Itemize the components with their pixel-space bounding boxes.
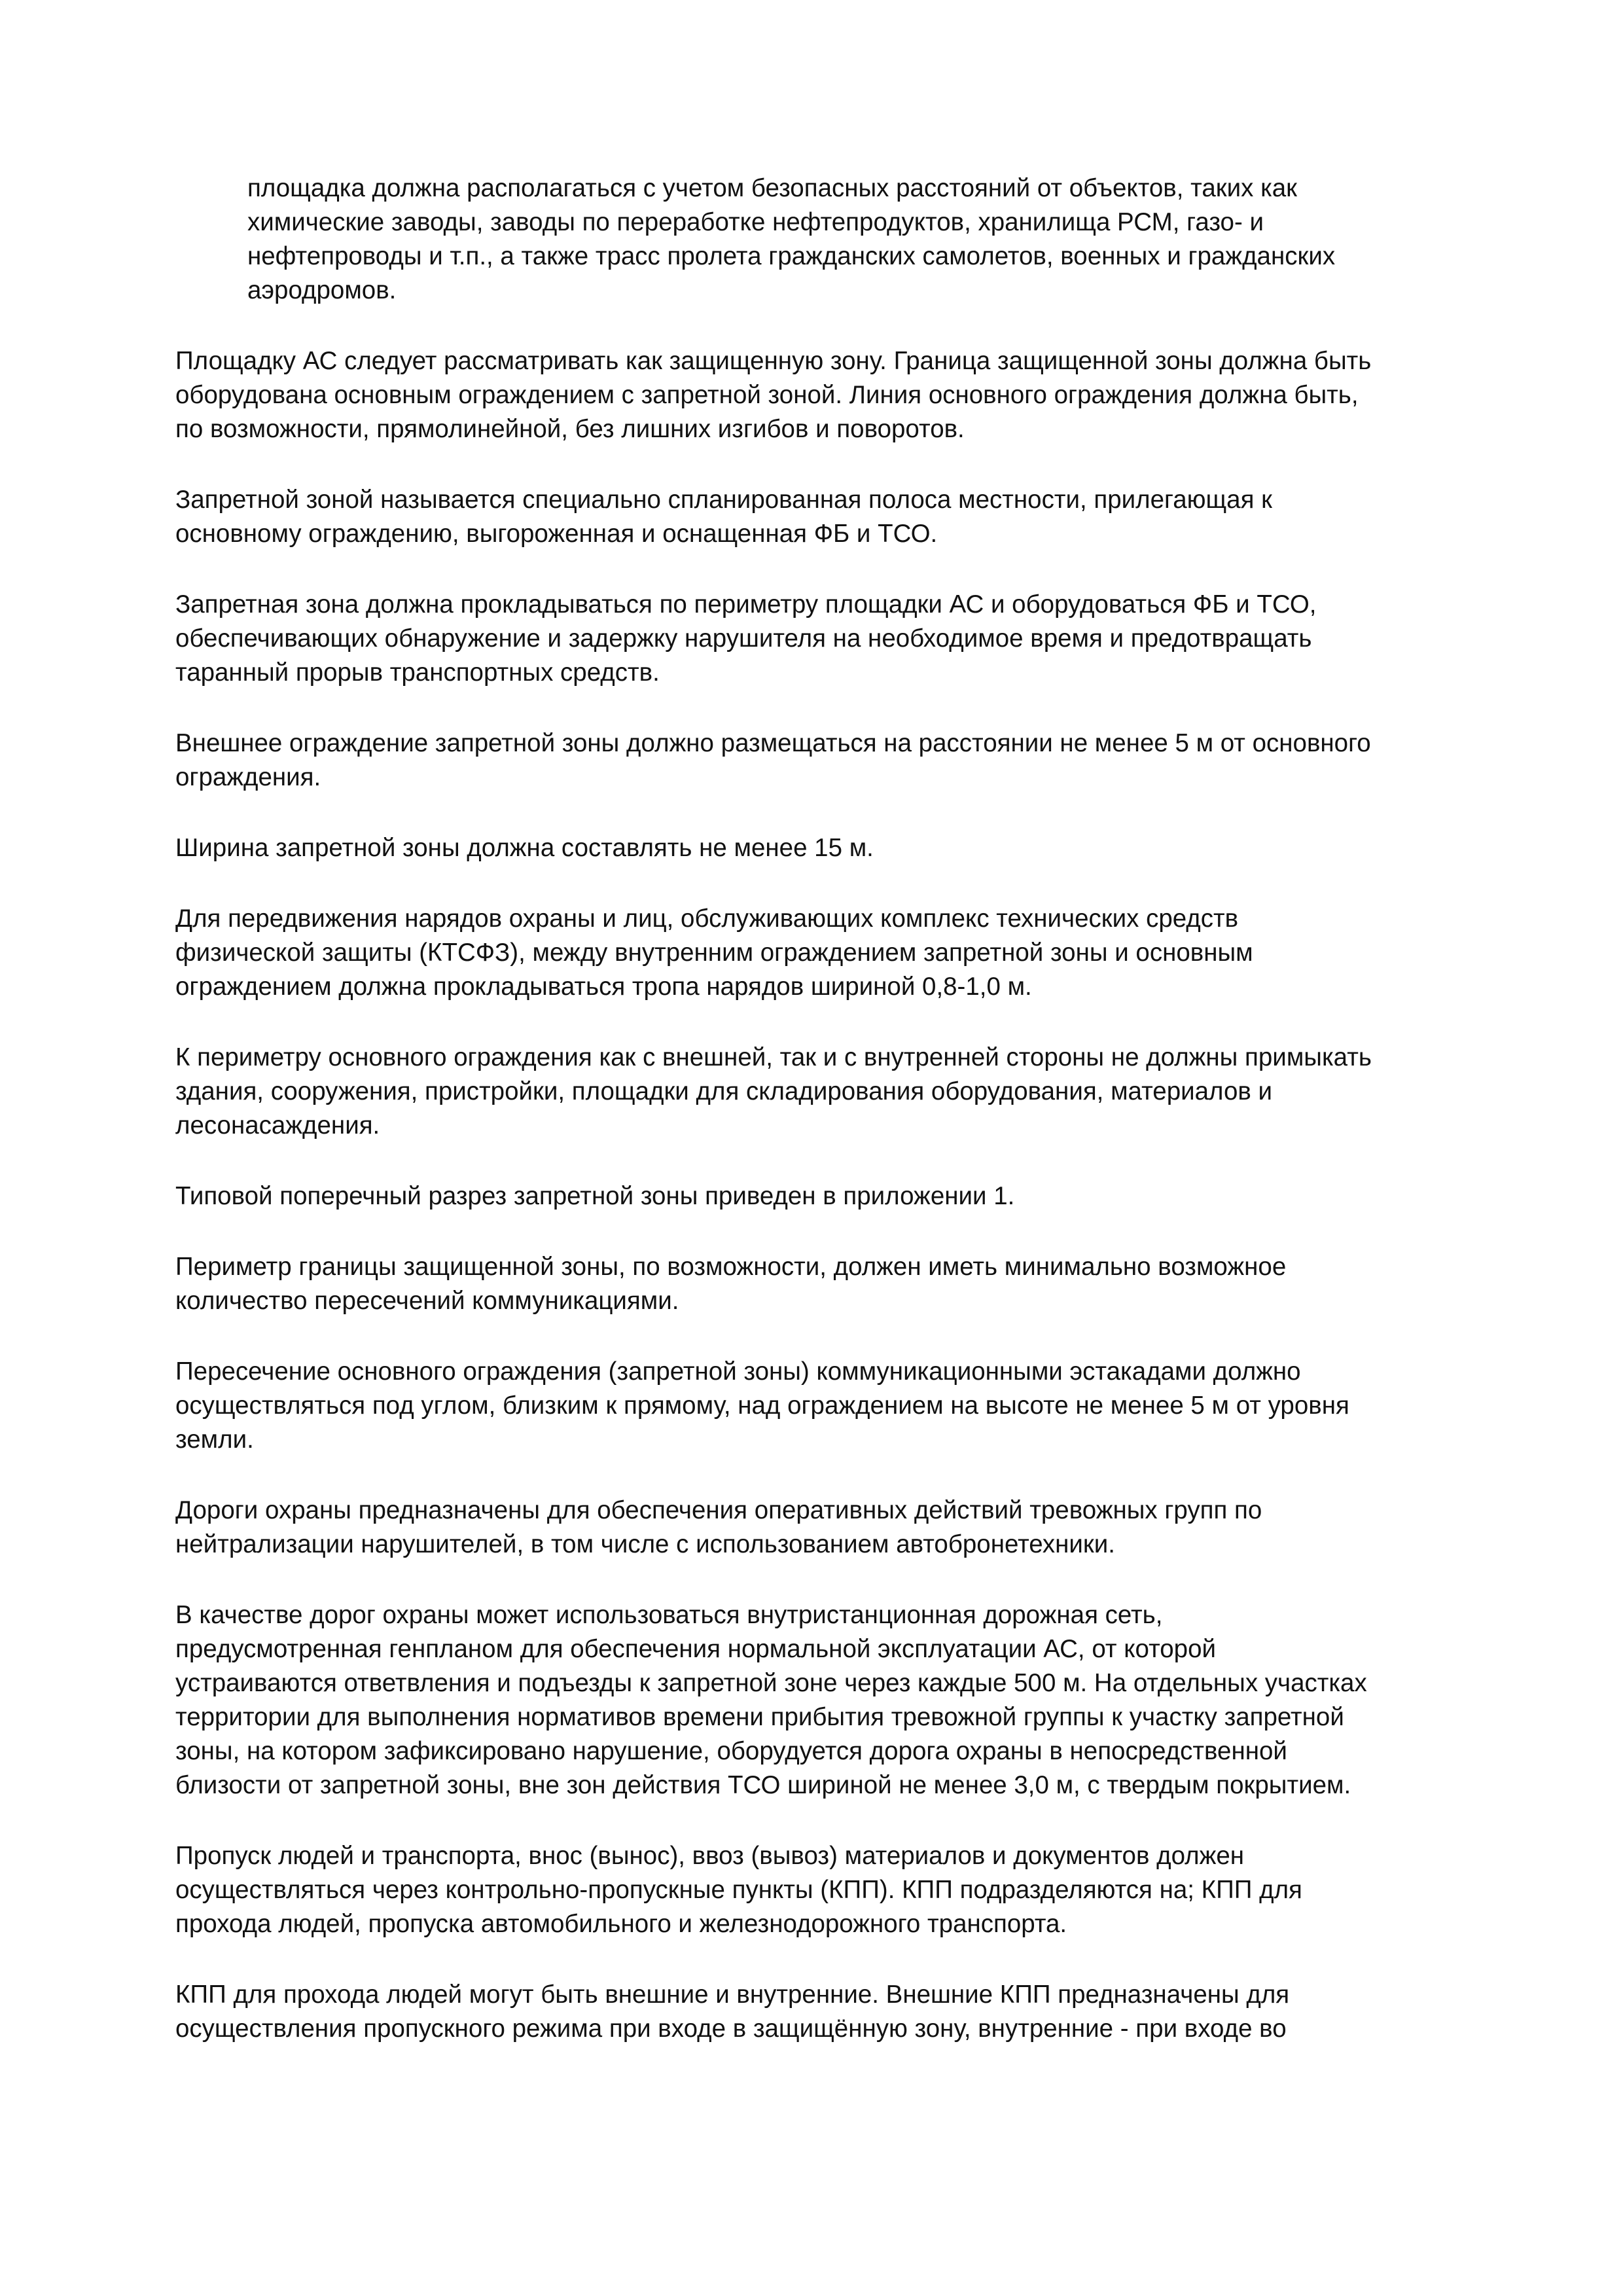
text-line: Периметр границы защищенной зоны, по возможности, должен иметь минимально возможное <box>175 1253 1287 1281</box>
text-line: Пропуск людей и транспорта, внос (вынос), ввоз (вывоз) материалов и документов должен <box>175 1842 1245 1870</box>
paragraph <box>175 1839 1458 1941</box>
text-line: нефтепроводы и т.п., а также трасс пролета гражданских самолетов, военных и гражданских <box>247 242 1336 270</box>
text-line: аэродромов. <box>247 276 397 304</box>
paragraph <box>175 483 1458 551</box>
document-page <box>175 171 1458 2083</box>
text-line: устраиваются ответвления и подъезды к запретной зоне через каждые 500 м. На отдельных участках <box>175 1669 1367 1697</box>
text-line: предусмотренная генпланом для обеспечения нормальной эксплуатации АС, от которой <box>175 1635 1217 1663</box>
paragraph <box>175 588 1458 690</box>
paragraph <box>175 344 1458 446</box>
text-line: нейтрализации нарушителей, в том числе с использованием автобронетехники. <box>175 1530 1115 1558</box>
text-line: Пересечение основного ограждения (запретной зоны) коммуникационными эстакадами должно <box>175 1357 1301 1386</box>
text-line: Для передвижения нарядов охраны и лиц, обслуживающих комплекс технических средств <box>175 905 1239 933</box>
text-line: Внешнее ограждение запретной зоны должно размещаться на расстоянии не менее 5 м от основного <box>175 729 1371 757</box>
paragraph <box>175 1598 1458 1803</box>
paragraph <box>175 1041 1458 1143</box>
paragraph <box>175 1978 1458 2046</box>
paragraph <box>175 902 1458 1004</box>
text-line: здания, сооружения, пристройки, площадки для складирования оборудования, материалов и <box>175 1077 1273 1105</box>
text-line: Типовой поперечный разрез запретной зоны приведен в приложении 1. <box>175 1182 1015 1210</box>
text-line: Площадку АС следует рассматривать как защищенную зону. Граница защищенной зоны должна быть <box>175 347 1372 375</box>
text-line: химические заводы, заводы по переработке нефтепродуктов, хранилища РСМ, газо- и <box>247 208 1264 236</box>
text-line: близости от запретной зоны, вне зон действия ТСО шириной не менее 3,0 м, с твердым покрытием. <box>175 1771 1351 1799</box>
text-line: количество пересечений коммуникациями. <box>175 1287 679 1315</box>
paragraph <box>175 831 1458 865</box>
text-line: физической защиты (КТСФЗ), между внутренним ограждением запретной зоны и основным <box>175 939 1253 967</box>
paragraph <box>175 1355 1458 1457</box>
text-line: осуществляться через контрольно-пропускные пункты (КПП). КПП подразделяются на; КПП для <box>175 1876 1302 1904</box>
text-line: территории для выполнения нормативов времени прибытия тревожной группы к участку запретной <box>175 1703 1344 1731</box>
text-line: КПП для прохода людей могут быть внешние и внутренние. Внешние КПП предназначены для <box>175 1981 1290 2009</box>
text-line: по возможности, прямолинейной, без лишних изгибов и поворотов. <box>175 415 965 443</box>
text-line: осуществляться под углом, близким к прямому, над ограждением на высоте не менее 5 м от уровня <box>175 1391 1349 1420</box>
text-line: основному ограждению, выгороженная и оснащенная ФБ и ТСО. <box>175 520 938 548</box>
paragraph <box>175 171 1458 308</box>
text-line: обеспечивающих обнаружение и задержку нарушителя на необходимое время и предотвращать <box>175 624 1312 653</box>
paragraph <box>175 1250 1458 1318</box>
text-line: ограждением должна прокладываться тропа нарядов шириной 0,8-1,0 м. <box>175 973 1032 1001</box>
text-line: таранный прорыв транспортных средств. <box>175 658 660 687</box>
text-line: осуществления пропускного режима при входе в защищённую зону, внутренние - при входе во <box>175 2015 1287 2043</box>
text-line: лесонасаждения. <box>175 1111 380 1139</box>
text-line: прохода людей, пропуска автомобильного и железнодорожного транспорта. <box>175 1910 1067 1938</box>
text-line: земли. <box>175 1426 254 1454</box>
paragraph <box>175 726 1458 795</box>
text-line: Ширина запретной зоны должна составлять не менее 15 м. <box>175 834 874 862</box>
text-line: ограждения. <box>175 763 321 791</box>
text-line: Дороги охраны предназначены для обеспечения оперативных действий тревожных групп по <box>175 1496 1262 1524</box>
paragraph <box>175 1494 1458 1562</box>
text-line: К периметру основного ограждения как с внешней, так и с внутренней стороны не должны примыкать <box>175 1043 1372 1071</box>
text-line: Запретная зона должна прокладываться по периметру площадки АС и оборудоваться ФБ и ТСО, <box>175 590 1317 619</box>
text-line: площадка должна располагаться с учетом безопасных расстояний от объектов, таких как <box>247 174 1298 202</box>
text-line: оборудована основным ограждением с запретной зоной. Линия основного ограждения должна быть, <box>175 381 1359 409</box>
text-line: В качестве дорог охраны может использоваться внутристанционная дорожная сеть, <box>175 1601 1163 1629</box>
text-line: Запретной зоной называется специально спланированная полоса местности, прилегающая к <box>175 486 1272 514</box>
text-line: зоны, на котором зафиксировано нарушение, оборудуется дорога охраны в непосредственной <box>175 1737 1287 1765</box>
paragraph <box>175 1179 1458 1213</box>
